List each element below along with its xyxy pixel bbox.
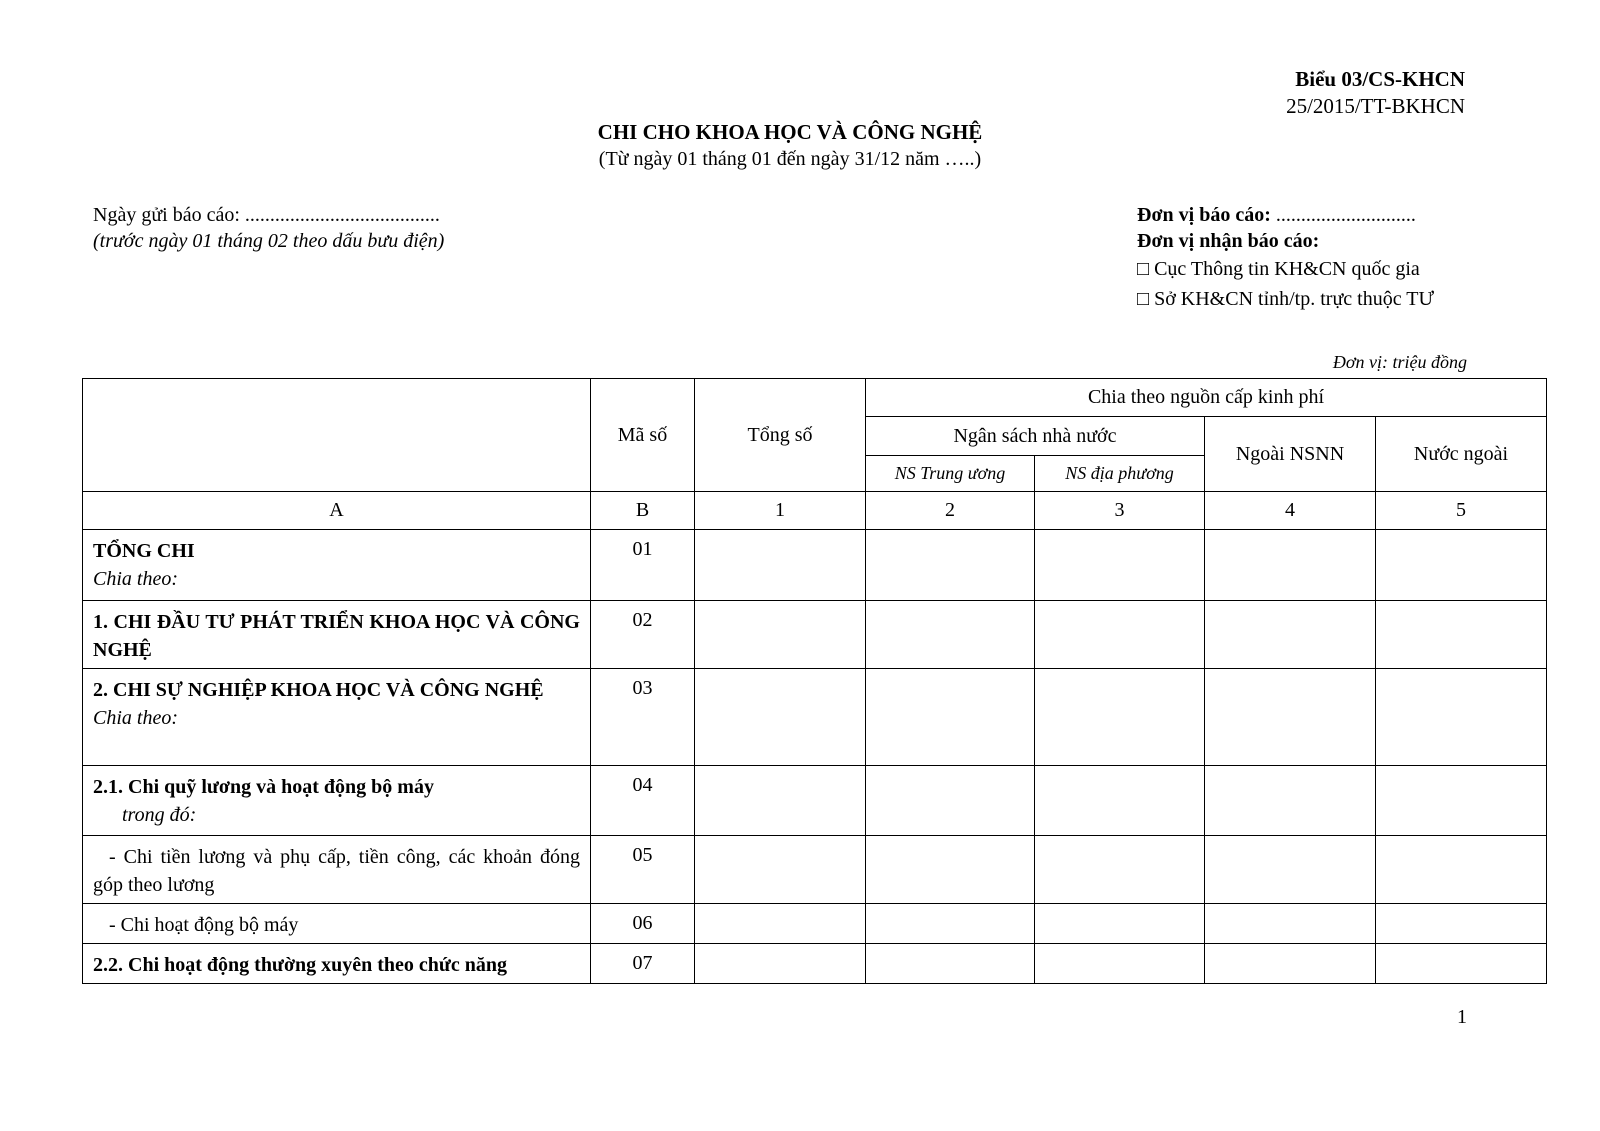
- row-code: 01: [591, 530, 695, 601]
- row-label-cell: [83, 530, 591, 601]
- value-cell[interactable]: [1376, 904, 1547, 944]
- row-code: 05: [591, 836, 695, 904]
- table-row: [83, 766, 1547, 836]
- unit-note: Đơn vị: triệu đồng: [1332, 352, 1467, 372]
- row-code: 07: [591, 944, 695, 984]
- row-title: TỔNG CHI: [93, 540, 195, 562]
- send-date-label: Ngày gửi báo cáo: .......................................: [93, 204, 440, 226]
- unit-info-block: [1137, 202, 1434, 314]
- row-title: 1. CHI ĐẦU TƯ PHÁT TRIỂN KHOA HỌC VÀ CÔNG NGHỆ: [83, 601, 591, 669]
- row-title: 2.2. Chi hoạt động thường xuyên theo chức năng: [83, 944, 591, 984]
- index-row: [83, 492, 1547, 530]
- value-cell[interactable]: [1035, 766, 1205, 836]
- report-period: (Từ ngày 01 tháng 01 đến ngày 31/12 năm …..): [598, 148, 982, 170]
- value-cell[interactable]: [695, 669, 866, 766]
- value-cell[interactable]: [695, 836, 866, 904]
- row-code: 06: [591, 904, 695, 944]
- header-total: Tổng số: [695, 379, 866, 492]
- header-central: NS Trung ương: [866, 456, 1035, 492]
- value-cell[interactable]: [1035, 669, 1205, 766]
- value-cell[interactable]: [1035, 944, 1205, 984]
- value-cell[interactable]: [1035, 601, 1205, 669]
- index-cell: B: [591, 492, 695, 530]
- table-row: [83, 836, 1547, 904]
- circular-number: 25/2015/TT-BKHCN: [1286, 94, 1465, 118]
- reporting-unit-label: Đơn vị báo cáo:: [1137, 204, 1271, 226]
- row-title: 2.1. Chi quỹ lương và hoạt động bộ máy: [93, 776, 434, 798]
- form-code-block: [1286, 66, 1465, 120]
- index-cell: 4: [1205, 492, 1376, 530]
- value-cell[interactable]: [1035, 530, 1205, 601]
- row-code: 04: [591, 766, 695, 836]
- table-row: [83, 601, 1547, 669]
- value-cell[interactable]: [866, 904, 1035, 944]
- table-row: [83, 669, 1547, 766]
- value-cell[interactable]: [1205, 669, 1376, 766]
- row-subtitle: Chia theo:: [93, 568, 178, 590]
- index-cell: A: [83, 492, 591, 530]
- row-subtitle: Chia theo:: [93, 707, 178, 729]
- row-subtitle: trong đó:: [122, 804, 197, 826]
- row-title: 2. CHI SỰ NGHIỆP KHOA HỌC VÀ CÔNG NGHỆ: [93, 679, 544, 701]
- value-cell[interactable]: [1376, 766, 1547, 836]
- value-cell[interactable]: [695, 904, 866, 944]
- value-cell[interactable]: [1205, 904, 1376, 944]
- value-cell[interactable]: [1205, 530, 1376, 601]
- row-label-cell: [83, 669, 591, 766]
- value-cell[interactable]: [695, 530, 866, 601]
- value-cell[interactable]: [695, 766, 866, 836]
- table-row: [83, 944, 1547, 984]
- value-cell[interactable]: [866, 669, 1035, 766]
- receiver-option-2[interactable]: □ Sở KH&CN tỉnh/tp. trực thuộc TƯ: [1137, 288, 1434, 310]
- table-row: [83, 904, 1547, 944]
- value-cell[interactable]: [1205, 836, 1376, 904]
- header-blank-cell: [83, 379, 591, 492]
- index-cell: 5: [1376, 492, 1547, 530]
- value-cell[interactable]: [1205, 766, 1376, 836]
- row-code: 02: [591, 601, 695, 669]
- row-title: - Chi hoạt động bộ máy: [83, 904, 591, 944]
- receiving-unit-label: Đơn vị nhận báo cáo:: [1137, 230, 1320, 252]
- value-cell[interactable]: [1376, 944, 1547, 984]
- receiver-option-1[interactable]: □ Cục Thông tin KH&CN quốc gia: [1137, 258, 1420, 280]
- table-row: [83, 530, 1547, 601]
- value-cell[interactable]: [866, 601, 1035, 669]
- value-cell[interactable]: [866, 944, 1035, 984]
- value-cell[interactable]: [695, 601, 866, 669]
- value-cell[interactable]: [866, 766, 1035, 836]
- value-cell[interactable]: [1205, 601, 1376, 669]
- value-cell[interactable]: [866, 836, 1035, 904]
- header-code: Mã số: [591, 379, 695, 492]
- document-title: CHI CHO KHOA HỌC VÀ CÔNG NGHỆ: [597, 120, 983, 144]
- index-cell: 1: [695, 492, 866, 530]
- row-title: - Chi tiền lương và phụ cấp, tiền công, các khoản đóng góp theo lương: [83, 836, 591, 904]
- page-number: 1: [1457, 1006, 1467, 1028]
- value-cell[interactable]: [1035, 836, 1205, 904]
- value-cell[interactable]: [866, 530, 1035, 601]
- value-cell[interactable]: [1376, 669, 1547, 766]
- header-local: NS địa phương: [1035, 456, 1205, 492]
- send-date-block: [93, 202, 444, 254]
- header-state-budget: Ngân sách nhà nước: [866, 417, 1205, 456]
- header-source-group: Chia theo nguồn cấp kinh phí: [866, 379, 1547, 417]
- value-cell[interactable]: [695, 944, 866, 984]
- index-cell: 2: [866, 492, 1035, 530]
- index-cell: 3: [1035, 492, 1205, 530]
- reporting-unit-line: [1137, 202, 1434, 228]
- value-cell[interactable]: [1376, 836, 1547, 904]
- expenditure-table: [82, 378, 1547, 984]
- send-date-note: (trước ngày 01 tháng 02 theo dấu bưu điện): [93, 230, 445, 252]
- value-cell[interactable]: [1376, 601, 1547, 669]
- form-code: Biểu 03/CS-KHCN: [1295, 67, 1465, 91]
- header-foreign: Nước ngoài: [1376, 417, 1547, 492]
- row-label-cell: [83, 766, 591, 836]
- value-cell[interactable]: [1376, 530, 1547, 601]
- reporting-unit-dots: ............................: [1270, 204, 1416, 226]
- value-cell[interactable]: [1035, 904, 1205, 944]
- header-non-state: Ngoài NSNN: [1205, 417, 1376, 492]
- value-cell[interactable]: [1205, 944, 1376, 984]
- row-code: 03: [591, 669, 695, 766]
